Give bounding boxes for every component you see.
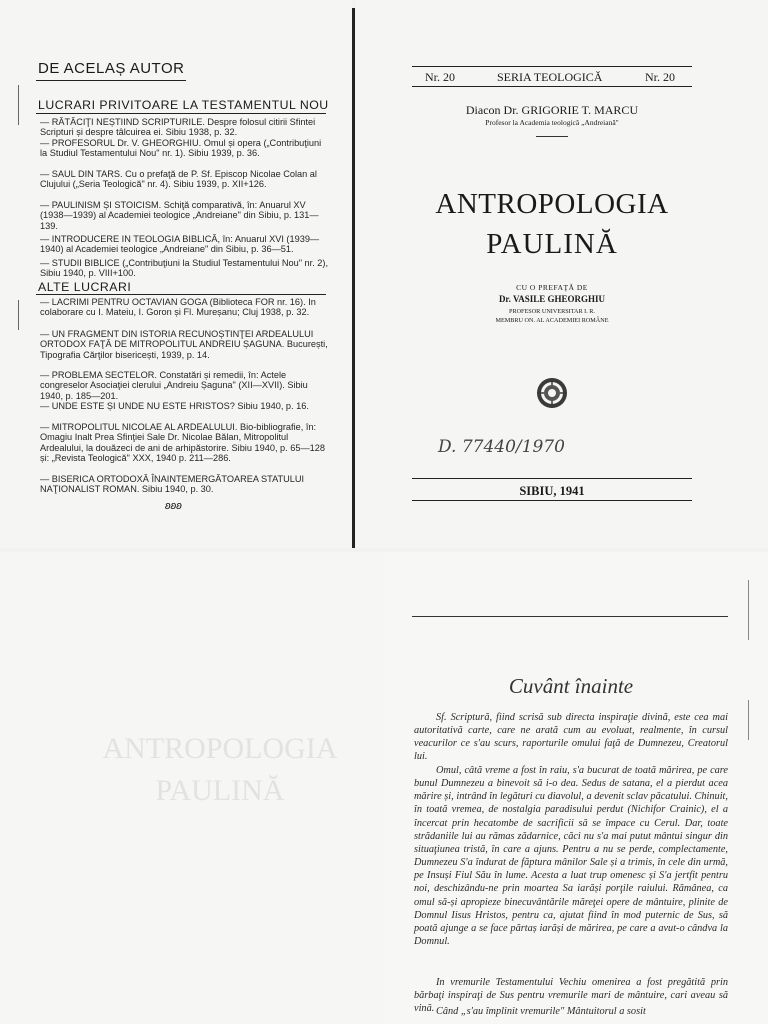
book-title-line1: ANTROPOLOGIA	[435, 188, 669, 220]
ghost-page	[0, 552, 384, 1024]
ghost-title: ANTROPOLOGIA	[102, 732, 338, 765]
series-title: SERIA TEOLOGICĂ	[497, 70, 603, 84]
ghost-title: PAULINĂ	[155, 774, 285, 807]
list-item: — LACRIMI PENTRU OCTAVIAN GOGA (Biblioteca FOR nr. 16). In colaborare cu I. Mateiu, I. Goron și Fl. Mureșanu; Cluj 1938, p. 32.	[40, 297, 316, 318]
rule	[36, 113, 326, 114]
list-item: — UN FRAGMENT DIN ISTORIA RECUNOȘTINŢEI ARDEALULUI ORTODOX FAŢĂ DE MITROPOLITUL ANDREIU ȘAGUNA. București, Tipografia Cărţilor bisericești, 1939, p. 14.	[40, 329, 328, 360]
header-rule-top	[412, 66, 692, 67]
edge-mark	[18, 85, 19, 125]
list-item: — STUDII BIBLICE („Contribuţiuni la Studiul Testamentului Nou" nr. 2), Sibiu 1940, p. VIII+100.	[40, 258, 329, 279]
heading-de-acelas-autor: DE ACELAȘ AUTOR	[38, 60, 185, 77]
section-title-alte-lucrari: ALTE LUCRARI	[38, 280, 132, 294]
preface-author: Dr. VASILE GHEORGHIU	[498, 294, 606, 304]
series-number-left: Nr. 20	[425, 70, 455, 84]
list-item: — RĂTĂCIŢI NEȘTIIND SCRIPTURILE. Despre folosul citirii Sfintei Scripturi și despre tâlcuirea ei. Sibiu 1938, p. 32.	[40, 117, 316, 138]
section-title-testament: LUCRARI PRIVITOARE LA TESTAMENTUL NOU	[38, 98, 329, 112]
foreword-paragraph: Omul, câtă vreme a fost în raiu, s'a bucurat de toată mărirea, pe care bunul Dumnezeu a binevoit să i-o dea. Sedus de satana, el a pierdut acea mărire și, intrând în legături cu diavolul, a devenit sclav păcatului. Chinuit, în toată vremea, de nostalgia paradisului perdut (Nichifor Crainic), el a încercat prin hecatombe de sacrificii să se împace cu Cerul. Dar, toate strădaniile lui au rămas zădarnice, căci nu s'a mai putut mântui singur din situaţiunea tristă, în care a ajuns. Pentru a nu se perde, complectamente, Dumnezeu S'a îndurat de făptura mânilor Sale și a trimis, în cele din urmă, pe Insuși Fiul Său în lume. Acesta a luat trup omenesc și S'a jertfit pentru noi, deschizându-ne prin moartea Sa iarăși porţile raiului. Rămânea, ca omul să-și apropieze binecuvântările măreţei opere de mântuire, plinite de Domnul Iisus Hristos, pentru ca, ajutat fiind în mod puternic de Sus, să poată ajunge a se face părtaș iarăși de mărirea, pe care a avut-o cândva la Domnul.	[414, 765, 728, 948]
list-item: — SAUL DIN TARS. Cu o prefaţă de P. Sf. Episcop Nicolae Colan al Clujului („Seria Teologică" nr. 4). Sibiu 1939, p. XII+126.	[40, 169, 317, 190]
page-gutter	[352, 8, 355, 548]
foreword-rule	[412, 616, 728, 617]
divider	[536, 136, 568, 137]
author-role: Profesor la Academia teologică „Andreiană"	[485, 118, 619, 127]
list-item: — PROBLEMA SECTELOR. Constatări și remedii, în: Actele congreselor Asociaţiei clerului „Andreiu Șaguna" (XII—XVII). Sibiu 1940, p. 185—201.	[40, 370, 308, 401]
list-item: — PAULINISM ȘI STOICISM. Schiţă comparativă, în: Anuarul XV (1938—1939) al Academiei teologice „Andreiane" din Sibiu, p. 131—139.	[40, 200, 319, 231]
foreword-paragraph: Sf. Scriptură, fiind scrisă sub directa inspiraţie divină, este cea mai autoritativă carte, care ne arată cum au evoluat, realmente, în cursul veacurilor ce s'au scurs, raporturile omului faţă de Dumnezeu, Creatorul lui.	[414, 712, 728, 763]
rule	[36, 80, 186, 81]
imprint: SIBIU, 1941	[519, 484, 585, 498]
preface-role: PROFESOR UNIVERSITAR I. R.	[509, 308, 595, 315]
list-item: — BISERICA ORTODOXĂ ÎNAINTEMERGĂTOAREA STATULUI NAŢIONALIST ROMAN. Sibiu 1940, p. 30.	[40, 474, 305, 495]
preface-role: MEMBRU ON. AL ACADEMIEI ROMÂNE	[495, 317, 609, 324]
foreword-heading: Cuvânt înainte	[508, 674, 634, 698]
header-rule-bottom	[412, 86, 692, 87]
rule	[36, 294, 326, 295]
author-name: Diacon Dr. GRIGORIE T. MARCU	[465, 103, 639, 117]
handwritten-call-number: D. 77440/1970	[438, 437, 565, 457]
foreword-paragraph: In vremurile Testamentului Vechiu omenirea a fost pregătită prin bărbaţi inspiraţi de Sus pentru vremurile mari de mântuire, cari aveau să vină.	[414, 977, 728, 1015]
edge-mark	[18, 300, 19, 330]
preface-label: CU O PREFAŢĂ DE	[516, 283, 588, 292]
list-item: — UNDE ESTE ȘI UNDE NU ESTE HRISTOS? Sibiu 1940, p. 16.	[40, 401, 309, 411]
left-page	[0, 0, 352, 548]
list-item: — INTRODUCERE IN TEOLOGIA BIBLICĂ, în: Anuarul XVI (1939—1940) al Academiei teologice „Andreiane" din Sibiu, p. 36—51.	[40, 234, 320, 255]
foreword-paragraph: Când „s'au împlinit vremurile" Mântuitorul a sosit	[436, 1006, 646, 1017]
ornament: ʚʚʚ	[165, 500, 182, 512]
edge-mark	[748, 700, 749, 740]
series-number-right: Nr. 20	[645, 70, 675, 84]
list-item: — PROFESORUL Dr. V. GHEORGHIU. Omul și opera („Contribuţiuni la Studiul Testamentului Nou" nr. 1). Sibiu 1939, p. 36.	[40, 138, 322, 159]
book-title-line2: PAULINĂ	[486, 228, 618, 260]
publisher-emblem-icon	[535, 376, 569, 410]
list-item: — MITROPOLITUL NICOLAE AL ARDEALULUI. Bio-bibliografie, în: Omagiu Inalt Prea Sfinţiei Sale Dr. Nicolae Bălan, Mitropolitul Ardealului, la douăzeci de ani de arhipăstorire. Sibiu 1940, p. 65—128 și: „Revista Teologică" XXX, 1940 p. 211—286.	[40, 422, 326, 464]
imprint-rule-top	[412, 478, 692, 479]
edge-mark	[748, 580, 749, 640]
imprint-rule-bottom	[412, 500, 692, 501]
